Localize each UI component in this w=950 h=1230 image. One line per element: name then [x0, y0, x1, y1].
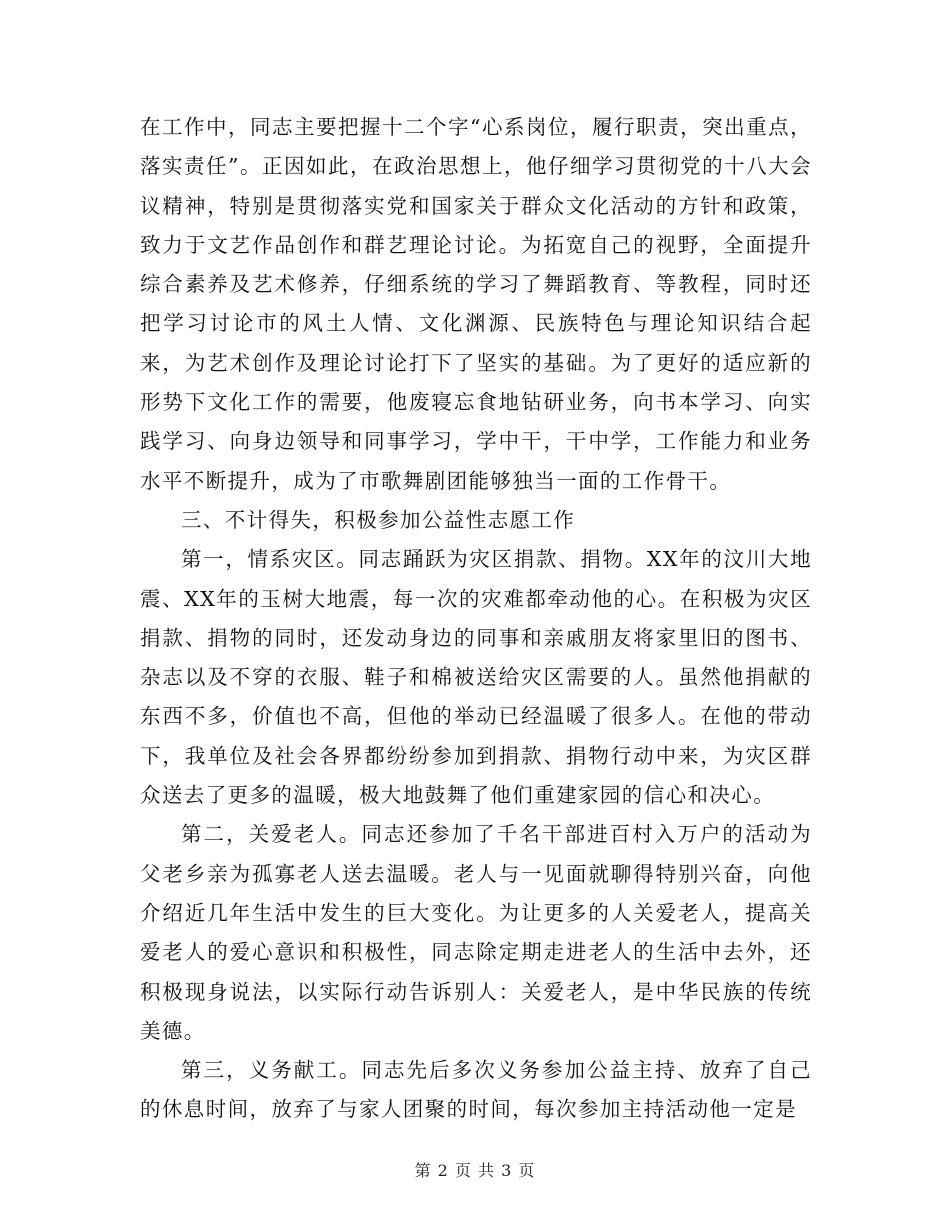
- document-body: [140, 108, 812, 1130]
- paragraph-work-continuation: 在工作中，同志主要把握十二个字“心系岗位，履行职责，突出重点，落实责任”。正因如此，在政治思想上，他仔细学习贯彻党的十八大会议精神，特别是贯彻落实党和国家关于群众文化活动的方针和政策，致力于文艺作品创作和群艺理论讨论。为拓宽自己的视野，全面提升综合素养及艺术修养，仔细系统的学习了舞蹈教育、等教程，同时还把学习讨论市的风土人情、文化渊源、民族特色与理论知识结合起来，为艺术创作及理论讨论打下了坚实的基础。为了更好的适应新的形势下文化工作的需要，他废寝忘食地钻研业务，向书本学习、向实践学习、向身边领导和同事学习，学中干，干中学，工作能力和业务水平不断提升，成为了市歌舞剧团能够独当一面的工作骨干。: [140, 115, 812, 493]
- page-number-footer: 第 2 页 共 3 页: [414, 1161, 536, 1180]
- section-heading-three: 三、不计得失，积极参加公益性志愿工作: [181, 507, 576, 532]
- paragraph-disaster-relief: 第一，情系灾区。同志踊跃为灾区捐款、捐物。XX年的汶川大地震、XX年的玉树大地震，每一次的灾难都牵动他的心。在积极为灾区捐款、捐物的同时，还发动身边的同事和亲戚朋友将家里旧的图书、杂志以及不穿的衣服、鞋子和棉被送给灾区需要的人。虽然他捐献的东西不多，价值也不高，但他的举动已经温暖了很多人。在他的带动下，我单位及社会各界都纷纷参加到捐款、捐物行动中来，为灾区群众送去了更多的温暖，极大地鼓舞了他们重建家园的信心和决心。: [140, 547, 812, 808]
- paragraph-volunteer-work: 第三，义务献工。同志先后多次义务参加公益主持、放弃了自己的休息时间，放弃了与家人团聚的时间，每次参加主持活动他一定是: [140, 1058, 812, 1122]
- paragraph-caring-elderly: 第二，关爱老人。同志还参加了千名干部进百村入万户的活动为父老乡亲为孤寡老人送去温暖。老人与一见面就聊得特别兴奋，向他介绍近几年生活中发生的巨大变化。为让更多的人关爱老人，提高关爱老人的爱心意识和积极性，同志除定期走进老人的生活中去外，还积极现身说法，以实际行动告诉别人：关爱老人，是中华民族的传统美德。: [140, 822, 812, 1043]
